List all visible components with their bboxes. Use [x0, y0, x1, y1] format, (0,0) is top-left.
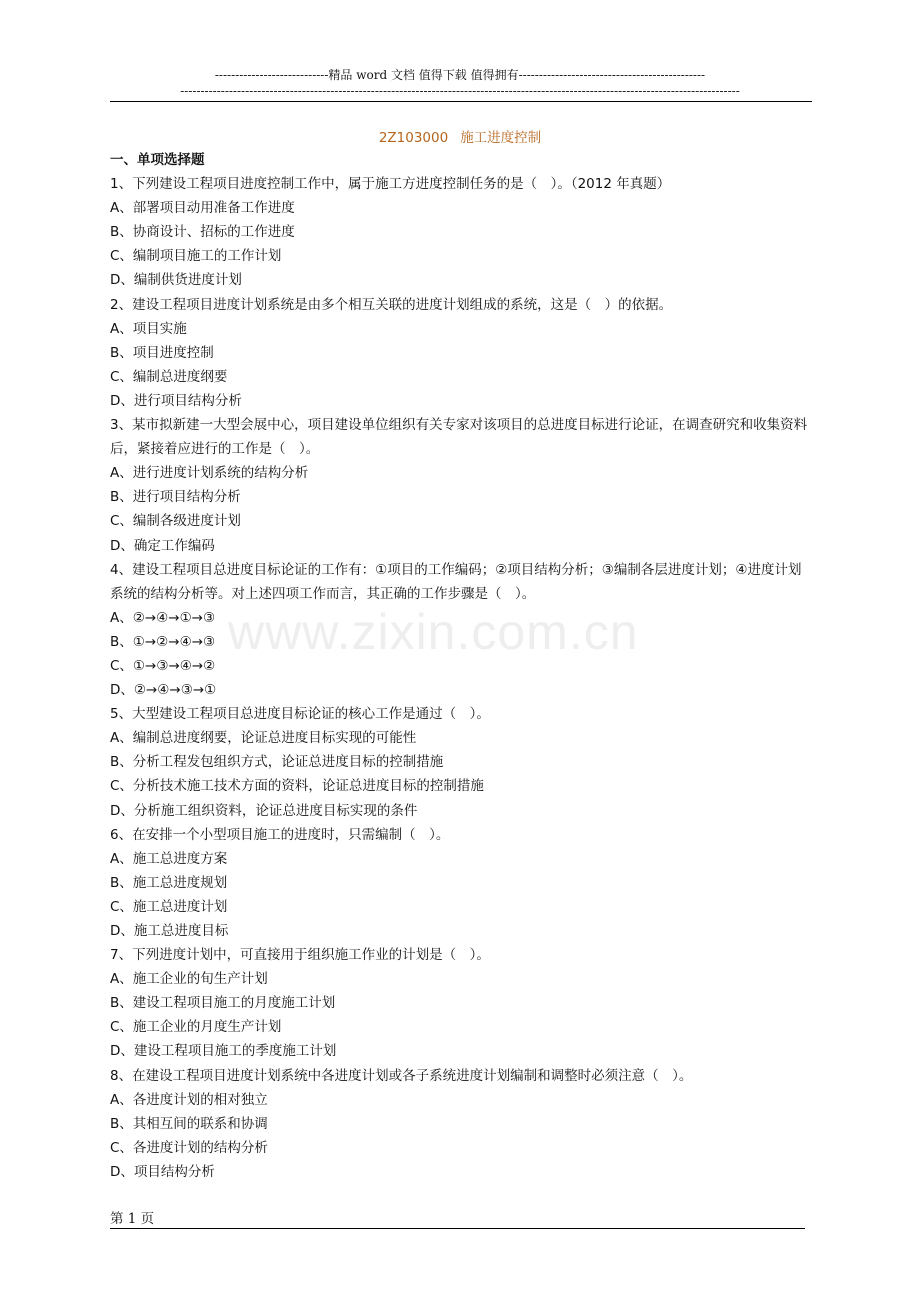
question-1: 1、下列建设工程项目进度控制工作中，属于施工方进度控制任务的是（ ）。（2012 年真题）: [110, 176, 671, 193]
header-rule: [110, 101, 812, 102]
option: C、编制各级进度计划: [110, 513, 241, 530]
chapter-code: 2Z103000: [378, 130, 449, 146]
question-4: 4、建设工程项目总进度目标论证的工作有：①项目的工作编码；②项目结构分析；③编制各层进度计划；④进度计划系统的结构分析等。对上述四项工作而言，其正确的工作步骤是（ ）。: [110, 561, 802, 602]
option: D、施工总进度目标: [110, 923, 229, 939]
option: B、①→②→④→③: [110, 633, 216, 650]
option: B、协商设计、招标的工作进度: [110, 224, 295, 241]
option: A、进行进度计划系统的结构分析: [110, 465, 309, 482]
option: C、编制项目施工的工作计划: [110, 248, 282, 265]
option: D、确定工作编码: [110, 537, 215, 554]
page-header-banner: ----------------------------精品 word 文档 值得下载 值得拥有----------------------------------------------: [214, 68, 706, 82]
option: A、施工企业的旬生产计划: [110, 971, 268, 988]
option: A、施工总进度方案: [110, 850, 228, 867]
footer-rule: [110, 1228, 805, 1229]
question-content: [110, 148, 812, 1184]
chapter-name: 施工进度控制: [460, 130, 542, 146]
option: B、建设工程项目施工的月度施工计划: [110, 995, 336, 1012]
question-5: 5、大型建设工程项目总进度目标论证的核心工作是通过（ ）。: [110, 706, 490, 723]
option: C、施工企业的月度生产计划: [110, 1019, 282, 1036]
option: C、分析技术施工技术方面的资料，论证总进度目标的控制措施: [110, 778, 484, 795]
option: B、其相互间的联系和协调: [110, 1115, 268, 1132]
page-header-dashes: ------------------------------------------------------------------------------------------------------------------------------------------: [180, 84, 740, 98]
option: A、编制总进度纲要，论证总进度目标实现的可能性: [110, 730, 417, 747]
question-3: 3、某市拟新建一大型会展中心，项目建设单位组织有关专家对该项目的总进度目标进行论证，在调查研究和收集资料后，紧接着应进行的工作是（ ）。: [110, 417, 808, 458]
option: D、编制供货进度计划: [110, 272, 242, 289]
option: B、进行项目结构分析: [110, 489, 241, 506]
option: D、项目结构分析: [110, 1163, 215, 1180]
question-7: 7、下列进度计划中，可直接用于组织施工作业的计划是（ ）。: [110, 947, 490, 964]
chapter-title: [0, 126, 920, 146]
option: B、项目进度控制: [110, 344, 214, 361]
option: A、项目实施: [110, 320, 187, 337]
option: C、各进度计划的结构分析: [110, 1139, 268, 1156]
question-2: 2、建设工程项目进度计划系统是由多个相互关联的进度计划组成的系统，这是（ ）的依据。: [110, 296, 673, 313]
page-number: 第 1 页: [110, 1211, 155, 1227]
option: B、施工总进度规划: [110, 874, 228, 891]
option: D、分析施工组织资料，论证总进度目标实现的条件: [110, 802, 418, 819]
option: C、编制总进度纲要: [110, 368, 228, 385]
option: A、②→④→①→③: [110, 609, 216, 626]
option: D、建设工程项目施工的季度施工计划: [110, 1043, 337, 1060]
watermark: www.zixin.com.cn: [228, 604, 639, 660]
option: A、部署项目动用准备工作进度: [110, 200, 295, 217]
option: C、①→③→④→②: [110, 657, 216, 674]
section-heading: 一、单项选择题: [110, 152, 205, 168]
option: B、分析工程发包组织方式，论证总进度目标的控制措施: [110, 754, 444, 771]
question-8: 8、在建设工程项目进度计划系统中各进度计划或各子系统进度计划编制和调整时必须注意（ ）。: [110, 1067, 693, 1084]
option: D、②→④→③→①: [110, 682, 217, 699]
option: A、各进度计划的相对独立: [110, 1091, 268, 1108]
question-6: 6、在安排一个小型项目施工的进度时，只需编制（ ）。: [110, 826, 450, 843]
option: C、施工总进度计划: [110, 898, 228, 915]
option: D、进行项目结构分析: [110, 392, 242, 409]
